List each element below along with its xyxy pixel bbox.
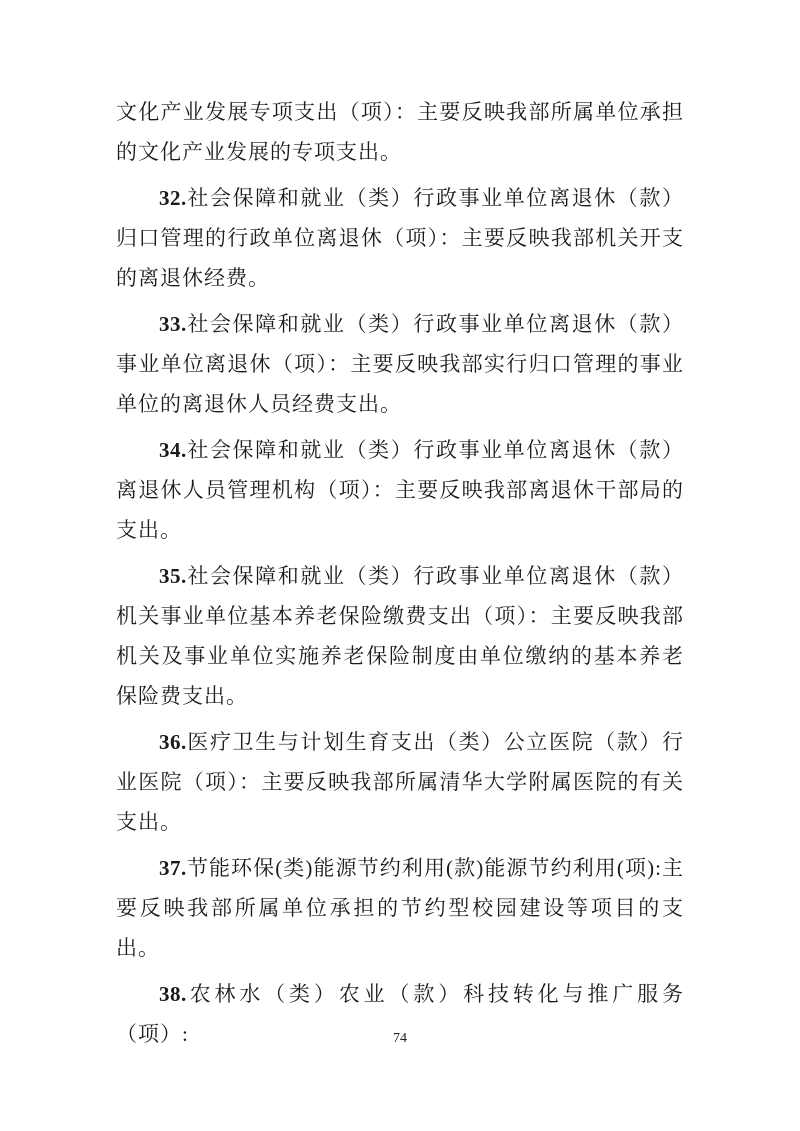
paragraph-text: 节能环保(类)能源节约利用(款)能源节约利用(项):主要反映我部所属单位承担的节约型校园建设等项目的支出。 (116, 856, 684, 960)
page-number: 74 (393, 1031, 407, 1046)
paragraph-text: 农林水（类）农业（款）科技转化与推广服务（项）: (116, 982, 684, 1046)
page-content (116, 92, 684, 1060)
paragraph-text: 医疗卫生与计划生育支出（类）公立医院（款）行业医院（项）：主要反映我部所属清华大学附属医院的有关支出。 (116, 730, 684, 834)
paragraph (116, 430, 684, 550)
paragraph-text: 社会保障和就业（类）行政事业单位离退休（款）事业单位离退休（项）：主要反映我部实行归口管理的事业单位的离退休人员经费支出。 (116, 312, 684, 416)
paragraph-number: 37. (159, 856, 187, 880)
paragraph-number: 32. (159, 186, 187, 210)
paragraph (116, 556, 684, 716)
paragraph-number: 38. (159, 982, 187, 1006)
paragraph-number: 35. (159, 564, 187, 588)
paragraph-text: 社会保障和就业（类）行政事业单位离退休（款）归口管理的行政单位离退休（项）：主要反映我部机关开支的离退休经费。 (116, 186, 684, 290)
paragraph-number: 36. (159, 730, 187, 754)
paragraph (116, 92, 684, 172)
paragraph (116, 304, 684, 424)
paragraph-number: 33. (159, 312, 187, 336)
paragraph-text: 社会保障和就业（类）行政事业单位离退休（款）机关事业单位基本养老保险缴费支出（项）：主要反映我部机关及事业单位实施养老保险制度由单位缴纳的基本养老保险费支出。 (116, 564, 684, 708)
paragraph-number: 34. (159, 438, 187, 462)
paragraph (116, 848, 684, 968)
paragraph-text: 文化产业发展专项支出（项）：主要反映我部所属单位承担的文化产业发展的专项支出。 (116, 100, 684, 164)
paragraph (116, 178, 684, 298)
paragraph-text: 社会保障和就业（类）行政事业单位离退休（款）离退休人员管理机构（项）：主要反映我部离退休干部局的支出。 (116, 438, 684, 542)
paragraph (116, 722, 684, 842)
